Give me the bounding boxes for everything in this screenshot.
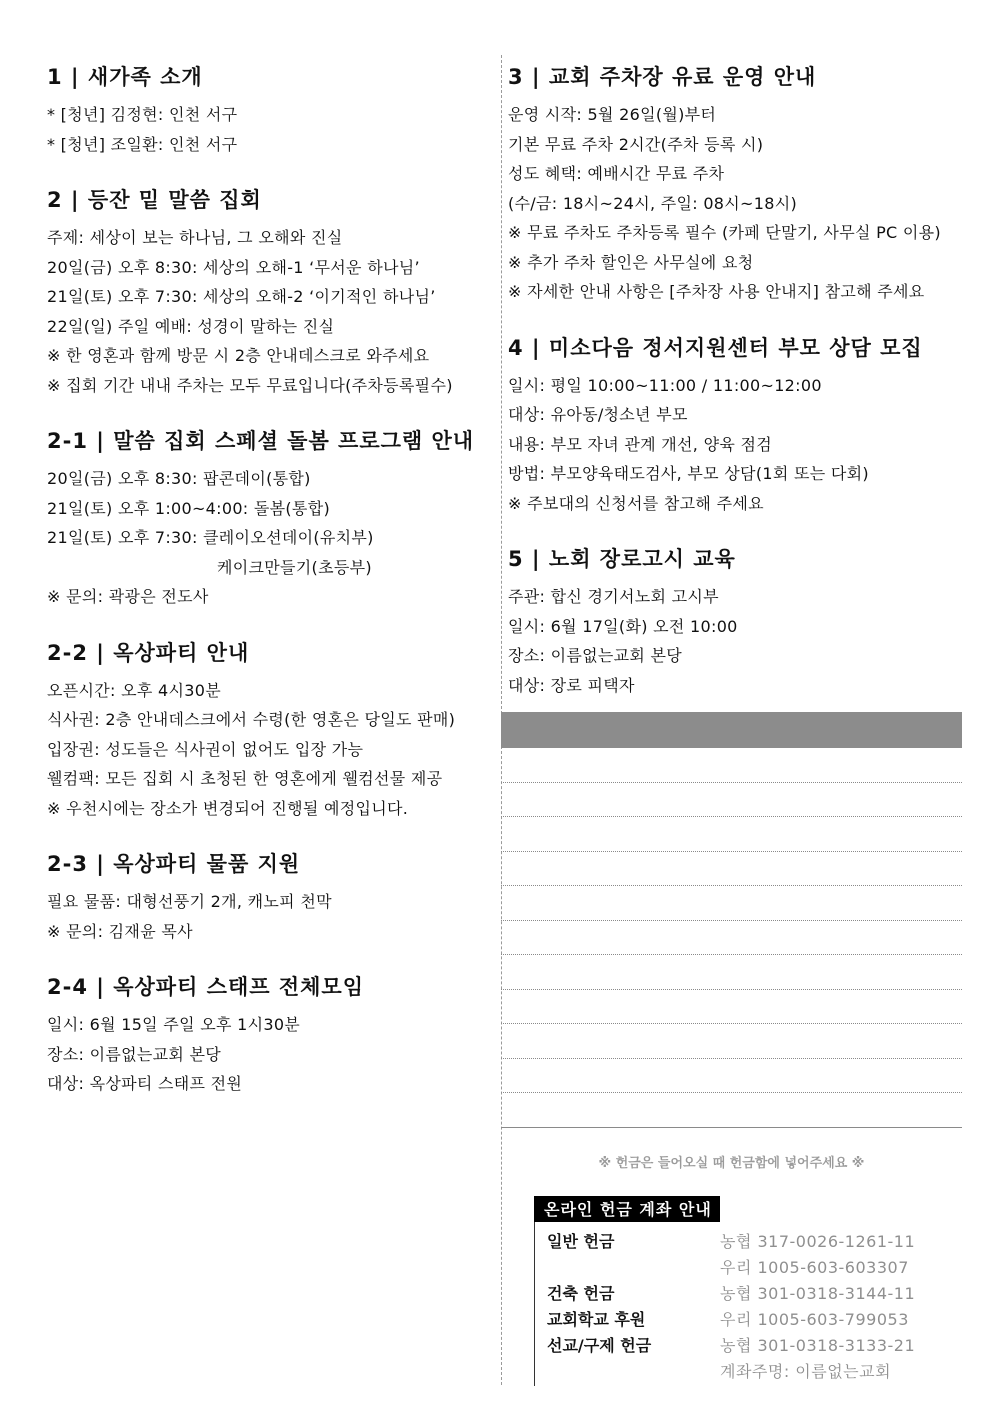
account-label-mission: 선교/구제 헌금 <box>547 1336 652 1355</box>
text-line: 일시: 평일 10:00~11:00 / 11:00~12:00 <box>508 375 822 395</box>
memo-line <box>501 1059 962 1094</box>
text-line: 필요 물품: 대형선풍기 2개, 캐노피 천막 <box>47 892 332 911</box>
memo-line <box>501 955 962 990</box>
offering-note: ※ 헌금은 들어오실 때 헌금함에 넣어주세요 ※ <box>598 1156 865 1171</box>
section-title: 1 | 새가족 소개 <box>47 65 203 89</box>
account-label-building: 건축 헌금 <box>547 1284 615 1303</box>
text-line: * [청년] 김정현: 인천 서구 <box>47 105 238 124</box>
text-line: 웰컴팩: 모든 집회 시 초청된 한 영혼에게 웰컴선물 제공 <box>47 769 443 788</box>
text-line: 내용: 부모 자녀 관계 개선, 양육 점검 <box>508 434 772 454</box>
text-line: 입장권: 성도들은 식사권이 없어도 입장 가능 <box>47 739 364 759</box>
text-line: ※ 추가 주차 할인은 사무실에 요청 <box>508 252 754 272</box>
text-line: 대상: 장로 피택자 <box>508 675 635 695</box>
text-line: ※ 문의: 곽광은 전도사 <box>47 587 209 606</box>
memo-line <box>501 990 962 1025</box>
memo-line <box>501 1024 962 1059</box>
account-number: 농협 301-0318-3144-11 <box>720 1284 916 1303</box>
account-holder: 계좌주명: 이름없는교회 <box>720 1362 892 1381</box>
text-line: ※ 한 영혼과 함께 방문 시 2층 안내데스크로 와주세요 <box>47 346 430 365</box>
section-title: 3 | 교회 주차장 유료 운영 안내 <box>508 65 817 89</box>
text-line: 21일(토) 오후 1:00~4:00: 돌봄(통합) <box>47 498 330 518</box>
text-line: ※ 문의: 김재윤 목사 <box>47 921 193 941</box>
account-number: 농협 317-0026-1261-11 <box>720 1232 916 1251</box>
section-title: 2-4 | 옥상파티 스태프 전체모임 <box>47 975 364 999</box>
text-line: 21일(토) 오후 7:30: 세상의 오해-2 ‘이기적인 하나님’ <box>47 287 436 306</box>
right-column <box>508 60 963 724</box>
text-line: 대상: 유아동/청소년 부모 <box>508 405 688 424</box>
memo-header-bar <box>501 712 962 748</box>
section-staff-meeting <box>47 970 497 1099</box>
account-label-general: 일반 헌금 <box>547 1232 615 1251</box>
account-number: 우리 1005-603-603307 <box>720 1258 909 1277</box>
text-line: 20일(금) 오후 8:30: 세상의 오해-1 ‘무서운 하나님’ <box>47 257 420 277</box>
text-line: ※ 집회 기간 내내 주차는 모두 무료입니다(주차등록필수) <box>47 375 453 395</box>
text-line: ※ 주보대의 신청서를 참고해 주세요 <box>508 493 764 513</box>
memo-line <box>501 783 962 818</box>
memo-line <box>501 817 962 852</box>
section-title: 5 | 노회 장로고시 교육 <box>508 547 736 571</box>
section-elder-exam <box>508 542 963 700</box>
text-line: ※ 자세한 안내 사항은 [주차장 사용 안내지] 참고해 주세요 <box>508 282 925 301</box>
section-title: 2 | 등잔 밑 말씀 집회 <box>47 188 262 212</box>
text-line: 대상: 옥상파티 스태프 전원 <box>47 1074 243 1093</box>
account-number: 농협 301-0318-3133-21 <box>720 1336 916 1355</box>
text-line: 21일(토) 오후 7:30: 클레이오션데이(유치부) <box>47 528 374 547</box>
text-line: 방법: 부모양육태도검사, 부모 상담(1회 또는 다회) <box>508 464 869 483</box>
left-column <box>47 60 497 1123</box>
section-counseling <box>508 331 963 519</box>
text-line: * [청년] 조일환: 인천 서구 <box>47 134 238 154</box>
section-new-family <box>47 60 497 159</box>
section-revival-meeting <box>47 183 497 400</box>
section-care-program <box>47 424 497 612</box>
text-line: 케이크만들기(초등부) <box>217 557 372 577</box>
text-line: 주관: 합신 경기서노회 고시부 <box>508 587 719 606</box>
text-line: ※ 우천시에는 장소가 변경되어 진행될 예정입니다. <box>47 798 409 818</box>
text-line: 장소: 이름없는교회 본당 <box>47 1044 222 1064</box>
section-parking <box>508 60 963 307</box>
text-line: 운영 시작: 5월 26일(월)부터 <box>508 105 717 124</box>
section-party-supplies <box>47 847 497 946</box>
text-line: 20일(금) 오후 8:30: 팝콘데이(통합) <box>47 469 311 488</box>
text-line: 일시: 6월 15일 주일 오후 1시30분 <box>47 1015 301 1034</box>
account-label-school: 교회학교 후원 <box>547 1310 646 1329</box>
memo-lines <box>501 748 962 1128</box>
text-line: ※ 무료 주차도 주차등록 필수 (카페 단말기, 사무실 PC 이용) <box>508 223 941 242</box>
memo-line <box>501 1093 962 1128</box>
memo-line <box>501 921 962 956</box>
section-title: 4 | 미소다음 정서지원센터 부모 상담 모집 <box>508 335 923 360</box>
section-title: 2-2 | 옥상파티 안내 <box>47 640 250 665</box>
text-line: 22일(일) 주일 예배: 성경이 말하는 진실 <box>47 316 335 336</box>
account-title: 온라인 헌금 계좌 안내 <box>534 1196 720 1222</box>
memo-line <box>501 886 962 921</box>
text-line: 장소: 이름없는교회 본당 <box>508 646 683 665</box>
memo-line <box>501 852 962 887</box>
section-rooftop-party <box>47 636 497 824</box>
text-line: 기본 무료 주차 2시간(주차 등록 시) <box>508 134 764 154</box>
memo-line <box>501 748 962 783</box>
text-line: 식사권: 2층 안내데스크에서 수령(한 영혼은 당일도 판매) <box>47 710 456 729</box>
account-number: 우리 1005-603-799053 <box>720 1310 909 1329</box>
text-line: (수/금: 18시~24시, 주일: 08시~18시) <box>508 193 797 213</box>
text-line: 주제: 세상이 보는 하나님, 그 오해와 진실 <box>47 228 343 247</box>
text-line: 성도 혜택: 예배시간 무료 주차 <box>508 164 725 183</box>
section-title: 2-1 | 말씀 집회 스페셜 돌봄 프로그램 안내 <box>47 429 475 453</box>
section-title: 2-3 | 옥상파티 물품 지원 <box>47 852 301 876</box>
text-line: 오픈시간: 오후 4시30분 <box>47 680 221 700</box>
text-line: 일시: 6월 17일(화) 오전 10:00 <box>508 616 738 636</box>
